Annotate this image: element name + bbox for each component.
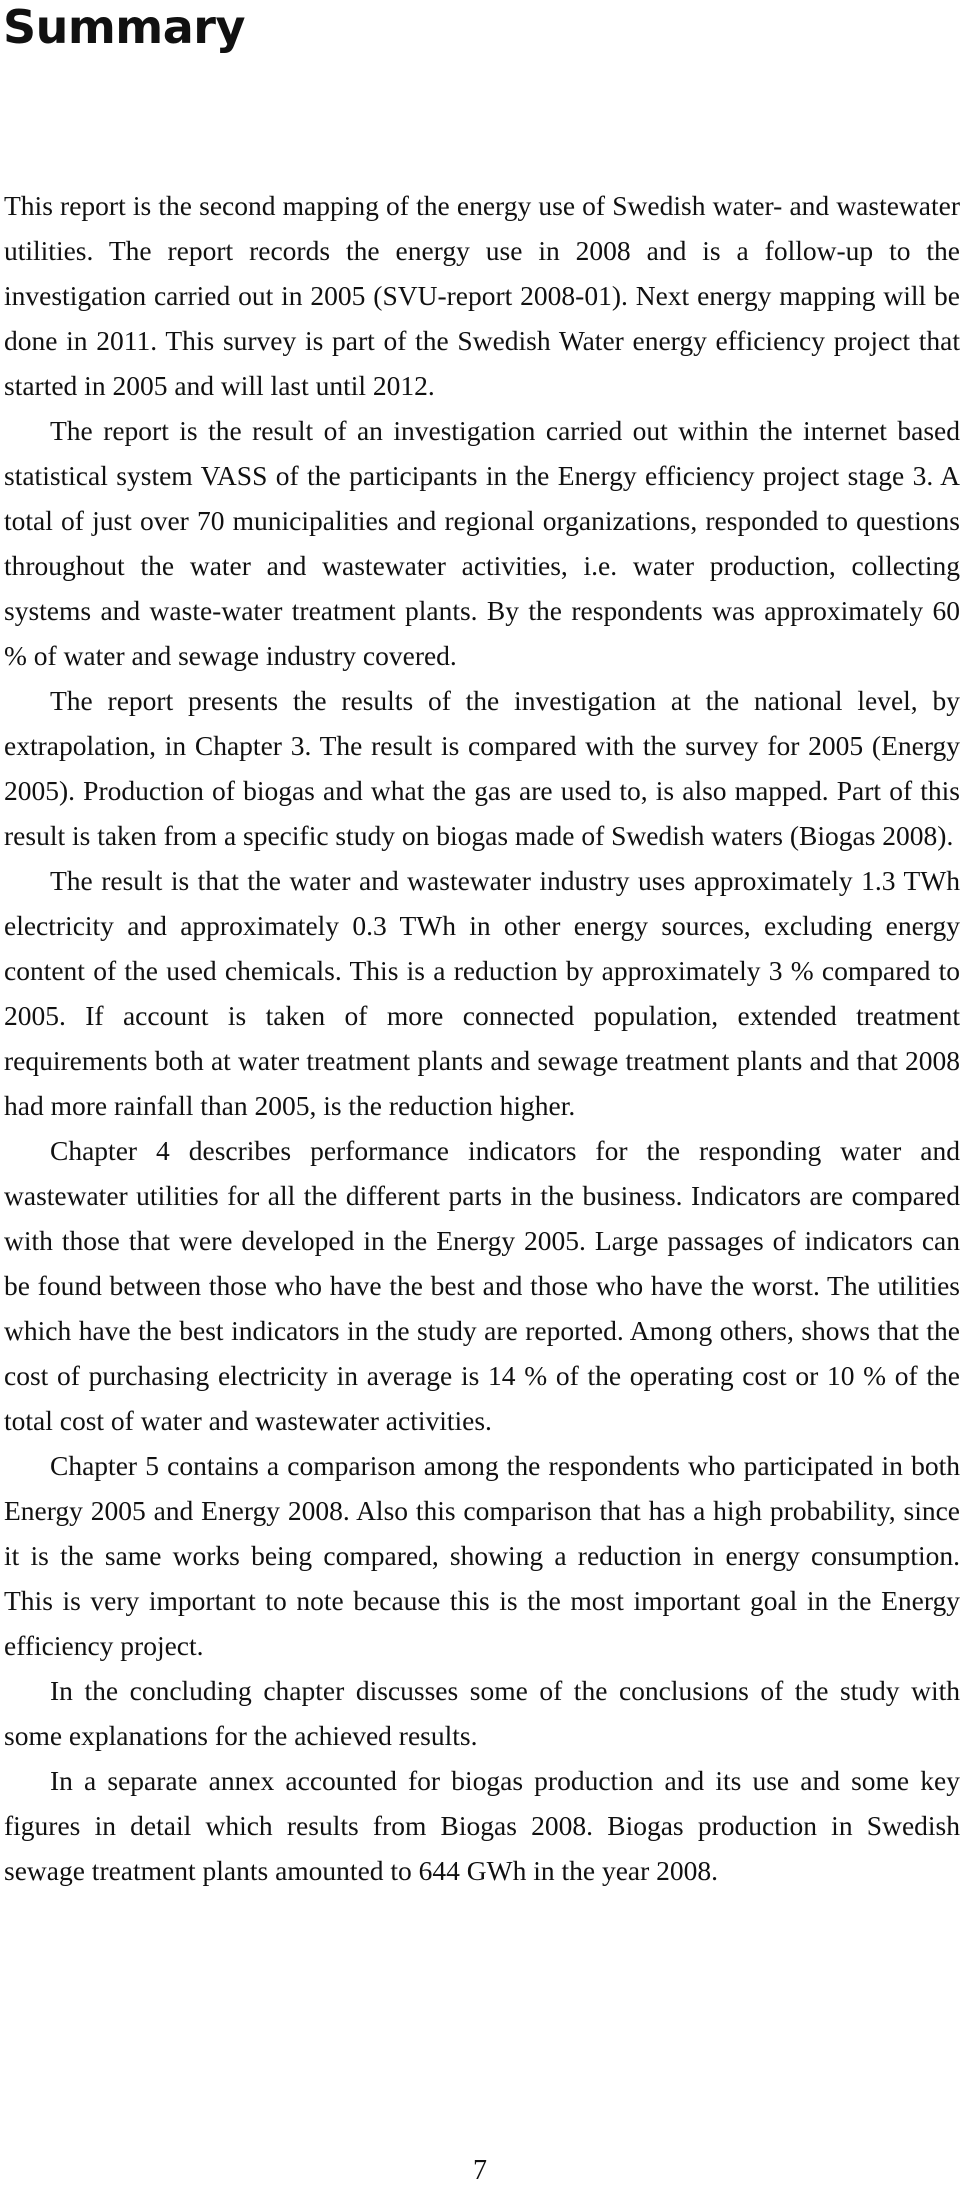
paragraph-energy-use: The result is that the water and wastewater industry uses approximately 1.3 TWh electricity and approximately 0.3 TWh in other energy sources, excluding energy content of the used chemicals. This is a reduction by approximately 3 % compared to 2005. If account is taken of more connected population, extended treatment requirements both at water treatment plants and sewage treatment plants and that 2008 had more rainfall than 2005, is the reduction higher. [4, 865, 960, 1121]
paragraph-intro: This report is the second mapping of the energy use of Swedish water- and wastewater utilities. The report records the energy use in 2008 and is a follow-up to the investigation carried out in 2005 (SVU-report 2008-01). Next energy mapping will be done in 2011. This survey is part of the Swedish Water energy efficiency project that started in 2005 and will last until 2012. [4, 190, 960, 401]
paragraph-conclusions: In the concluding chapter discusses some of the conclusions of the study with some explanations for the achieved results. [4, 1675, 960, 1751]
paragraph-investigation: The report is the result of an investigation carried out within the internet based statistical system VASS of the participants in the Energy efficiency project stage 3. A total of just over 70 municipalities and regional organizations, responded to questions throughout the water and wastewater activities, i.e. water production, collecting systems and waste-water treatment plants. By the respondents was approximately 60 % of water and sewage industry covered. [4, 415, 960, 671]
paragraph-chapter-5: Chapter 5 contains a comparison among the respondents who participated in both Energy 2005 and Energy 2008. Also this comparison that has a high probability, since it is the same works being compared, showing a reduction in energy consumption. This is very important to note because this is the most important goal in the Energy efficiency project. [4, 1450, 960, 1661]
paragraph-chapter-4: Chapter 4 describes performance indicators for the responding water and wastewater utilities for all the different parts in the business. Indicators are compared with those that were developed in the Energy 2005. Large passages of indicators can be found between those who have the best and those who have the worst. The utilities which have the best indicators in the study are reported. Among others, shows that the cost of purchasing electricity in average is 14 % of the operating cost or 10 % of the total cost of water and wastewater activities. [4, 1135, 960, 1436]
page-title: Summary [3, 0, 245, 54]
paragraph-annex: In a separate annex accounted for biogas production and its use and some key figures in detail which results from Biogas 2008. Biogas production in Swedish sewage treatment plants amounted to 644 GWh in the year 2008. [4, 1765, 960, 1886]
paragraph-national-results: The report presents the results of the investigation at the national level, by extrapolation, in Chapter 3. The result is compared with the survey for 2005 (Energy 2005). Production of biogas and what the gas are used to, is also mapped. Part of this result is taken from a specific study on biogas made of Swedish waters (Biogas 2008). [4, 685, 960, 851]
page-number: 7 [473, 2155, 487, 2186]
summary-body [4, 183, 960, 1893]
